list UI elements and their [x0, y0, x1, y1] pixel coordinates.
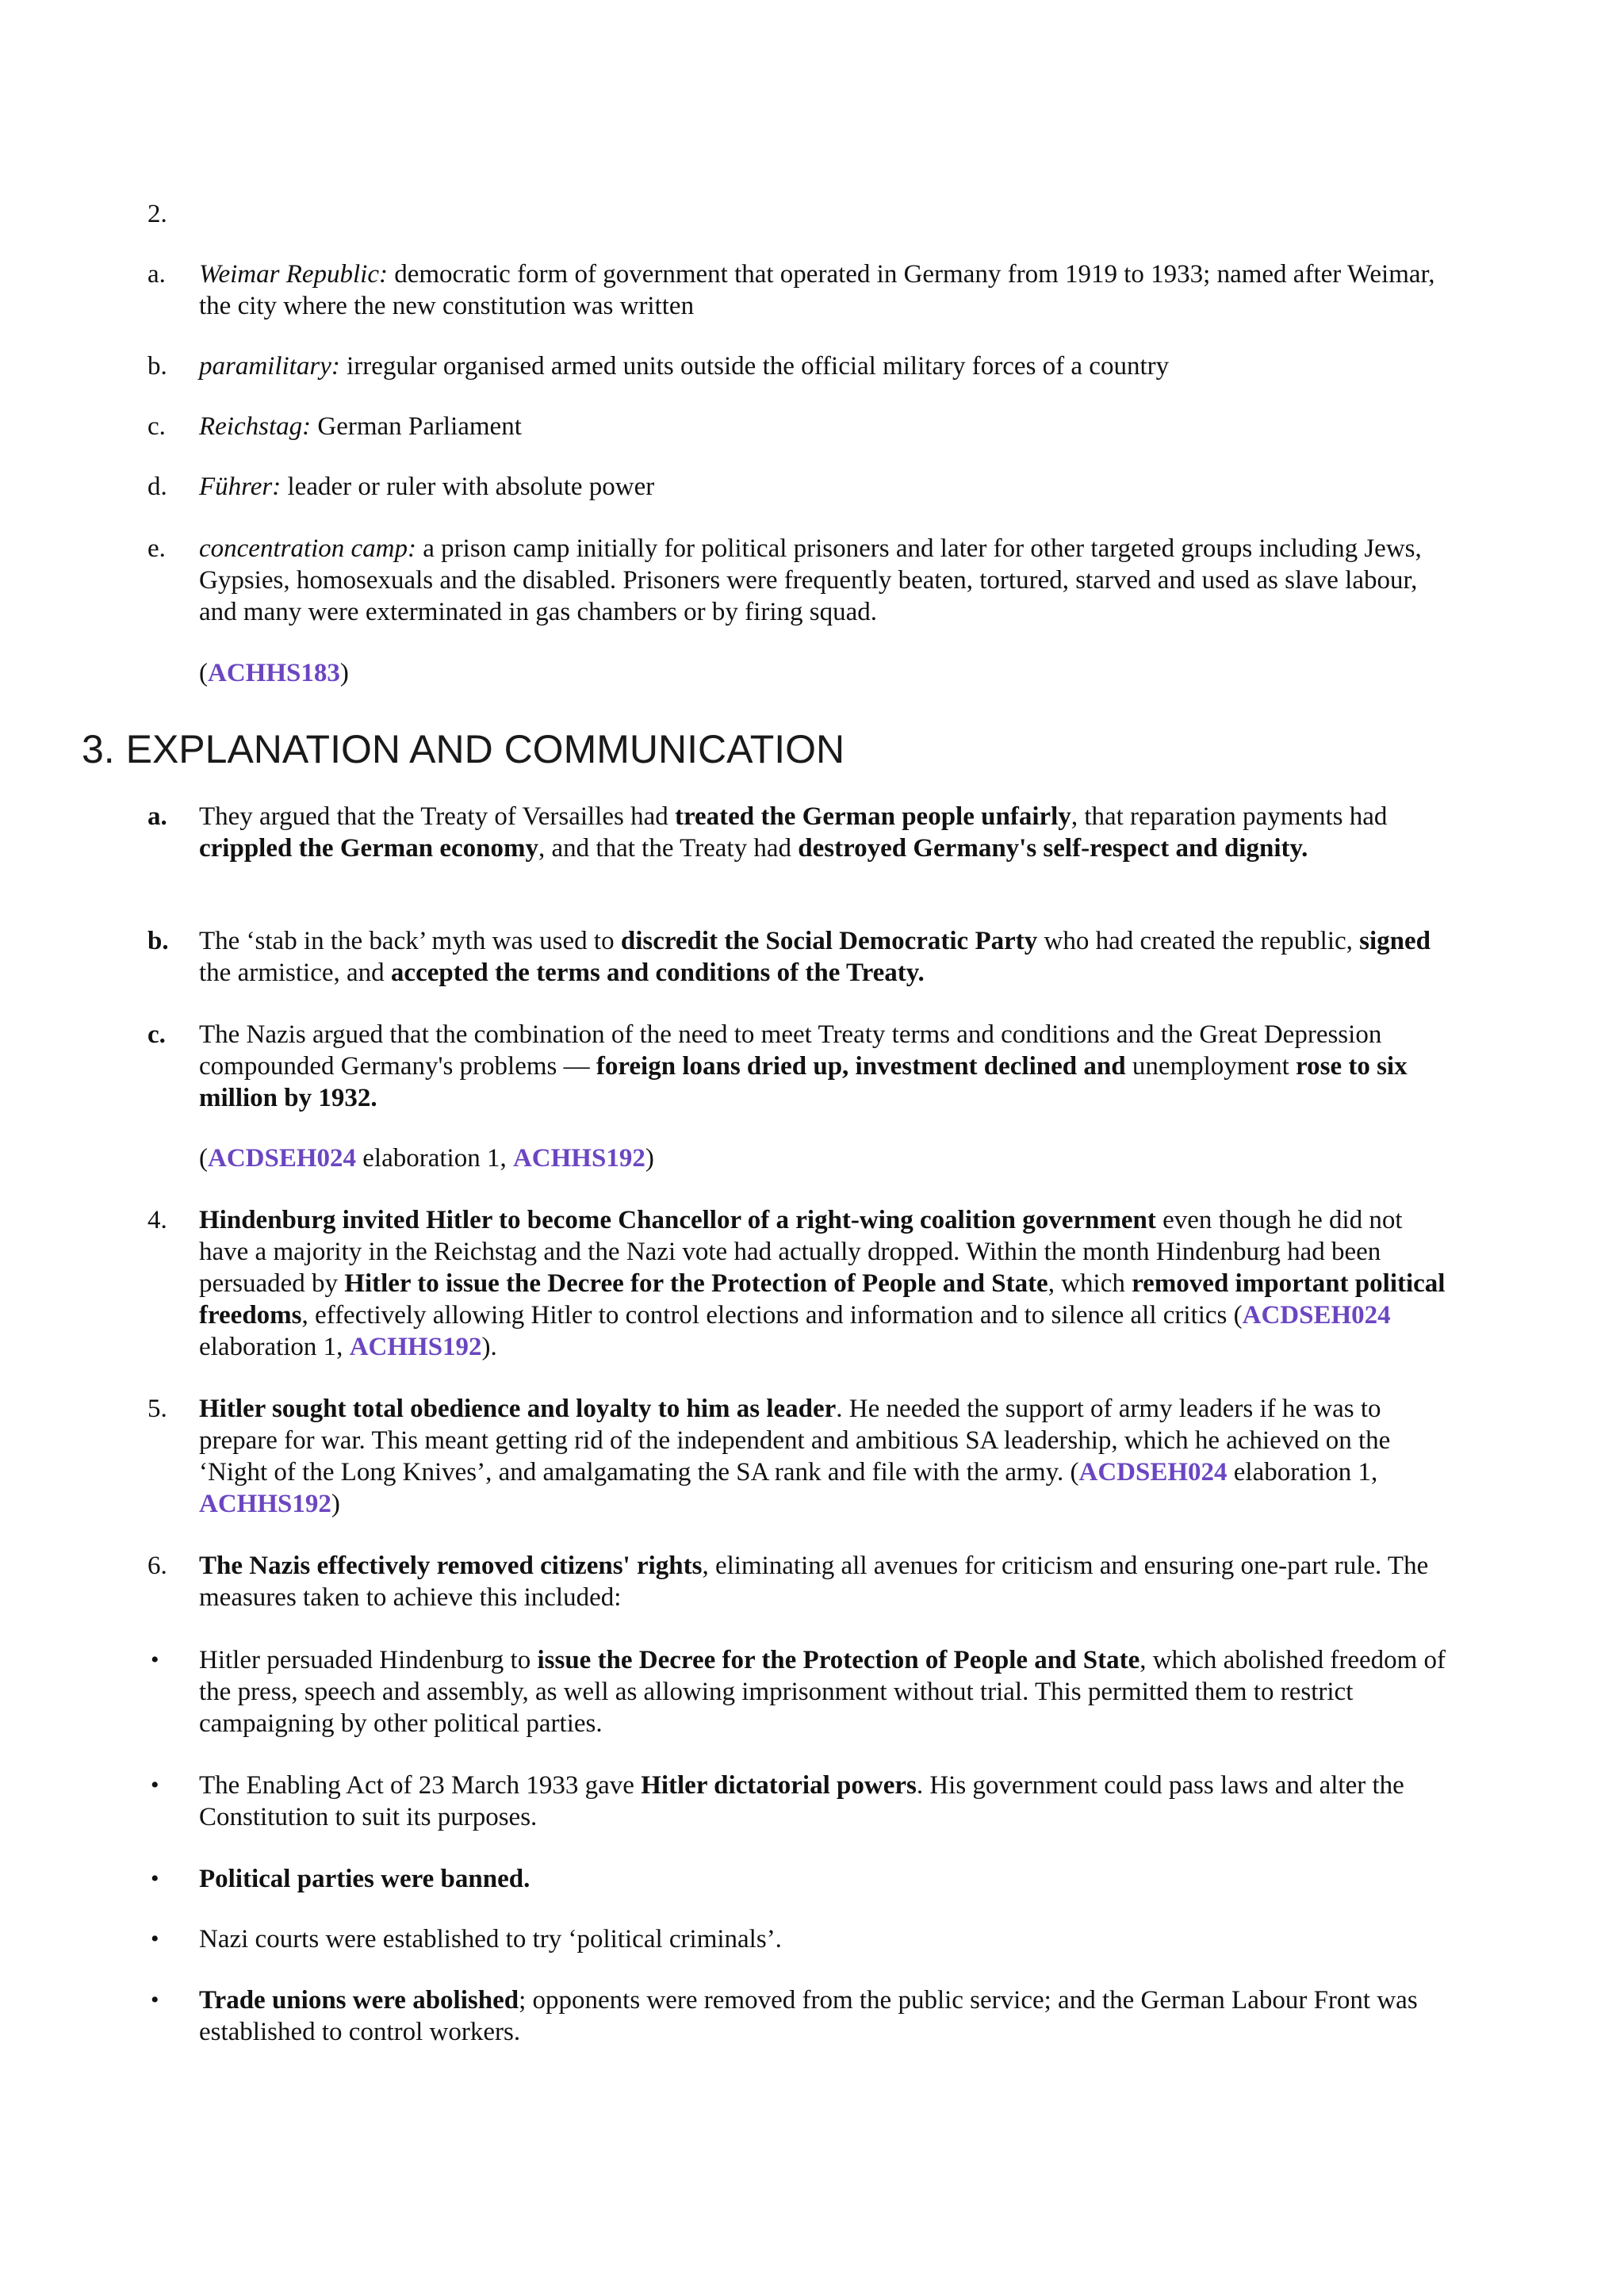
list-item: • Political parties were banned. [151, 1865, 530, 1893]
glossary-definition: German Parliament [311, 412, 522, 441]
answer-4: 4. Hindenburg invited Hitler to become Chancellor of a right-wing coalition government even though he did not have a majority in the Reichstag and the Nazi vote had actually dropped. Within the month Hindenburg had been persuaded by Hitler to issue the Decree for the Protection of People and State, which removed important political freedoms, effectively allowing Hitler to control elections and information and to silence all critics (ACDSEH024 elaboration 1, ACHHS192). [147, 1206, 1446, 1361]
list-item: • Hitler persuaded Hindenburg to issue the Decree for the Protection of People and State, which abolished freedom of the press, speech and assembly, as well as allowing imprisonment without trial. This permitted them to restrict campaigning by other political parties. [151, 1646, 1446, 1738]
curriculum-code-link[interactable]: ACDSEH024 [1078, 1458, 1228, 1487]
glossary-definition: democratic form of government that operated in Germany from 1919 to 1933; named after Weimar, the city where the new constitution was written [199, 260, 1435, 320]
glossary-item-c: c. Reichstag: German Parliament [147, 412, 522, 441]
glossary-item-d: d. Führer: leader or ruler with absolute power [147, 473, 655, 501]
glossary-term: Weimar Republic: [199, 260, 388, 289]
answer-5: 5. Hitler sought total obedience and loyalty to him as leader. He needed the support of army leaders if he was to prepare for war. This meant getting rid of the independent and ambitious SA leadership, which he achieved on the ‘Night of the Long Knives’, and amalgamating the SA rank and file with the army. (ACDSEH024 elaboration 1, ACHHS192) [147, 1395, 1391, 1518]
glossary-item-b: b. paramilitary: irregular organised armed units outside the official military forces of a country [147, 352, 1170, 381]
curriculum-reference: (ACDSEH024 elaboration 1, ACHHS192) [199, 1144, 654, 1173]
curriculum-code-link[interactable]: ACHHS192 [199, 1490, 331, 1518]
curriculum-reference: (ACHHS183) [199, 659, 349, 687]
glossary-item-a: a. Weimar Republic: democratic form of government that operated in Germany from 1919 to 1933; named after Weimar, the city where the new constitution was written [147, 260, 1435, 320]
bullet-icon: • [151, 1987, 159, 2013]
bullet-icon: • [151, 1926, 159, 1952]
list-item: • Nazi courts were established to try ‘political criminals’. [151, 1925, 782, 1954]
bullet-icon: • [151, 1866, 159, 1892]
curriculum-code-link[interactable]: ACHHS192 [512, 1144, 645, 1173]
list-item: • Trade unions were abolished; opponents were removed from the public service; and the German Labour Front was established to control workers. [151, 1986, 1418, 2046]
section-heading: 3. EXPLANATION AND COMMUNICATION [82, 727, 845, 771]
glossary-definition: leader or ruler with absolute power [281, 473, 655, 501]
glossary-definition: irregular organised armed units outside the official military forces of a country [339, 352, 1170, 381]
answer-3b: b. The ‘stab in the back’ myth was used to discredit the Social Democratic Party who had created the republic, signed the armistice, and accepted the terms and conditions of the Treaty. [147, 927, 1431, 987]
answer-3c: c. The Nazis argued that the combination of the need to meet Treaty terms and conditions and the Great Depression compounded Germany's problems — foreign loans dried up, investment declined and unemployment rose to six million by 1932. [147, 1020, 1408, 1112]
bullet-icon: • [151, 1647, 159, 1673]
list-item: • The Enabling Act of 23 March 1933 gave Hitler dictatorial powers. His government could pass laws and alter the Constitution to suit its purposes. [151, 1771, 1404, 1831]
glossary-term: Führer: [199, 473, 282, 501]
glossary-term: Reichstag: [199, 412, 312, 441]
glossary-item-e: e. concentration camp: a prison camp initially for political prisoners and later for other targeted groups including Jews, Gypsies, homosexuals and the disabled. Prisoners were frequently beaten, tortured, starved and used as slave labour, and many were exterminated in gas chambers or by firing squad. [147, 534, 1422, 626]
curriculum-code-link[interactable]: ACHHS183 [208, 659, 340, 687]
curriculum-code-link[interactable]: ACDSEH024 [1242, 1301, 1391, 1330]
glossary-definition: a prison camp initially for political prisoners and later for other targeted groups including Jews, Gypsies, homosexuals and the disabled. Prisoners were frequently beaten, tortured, starved and used as slave labour, and many were exterminated in gas chambers or by firing squad. [199, 534, 1422, 626]
answer-3a: a. They argued that the Treaty of Versailles had treated the German people unfairly, that reparation payments had crippled the German economy, and that the Treaty had destroyed Germany's self-respect and dignity. [147, 802, 1388, 863]
curriculum-code-link[interactable]: ACDSEH024 [208, 1144, 357, 1173]
glossary-term: concentration camp: [199, 534, 417, 563]
bullet-icon: • [151, 1772, 159, 1798]
document-page: 2. a. Weimar Republic: democratic form of government that operated in Germany from 1919 to 1933; named after Weimar, the city where the new constitution was written b. paramilitary: irregular organised armed units outside the official military forces of a country c. Reichstag: German Parliament d. Führer: leader or ruler with absolute power e. concentration camp: a prison camp initially for political prisoners and later for other targeted groups including Jews, Gypsies, homosexuals and the disabled. Prisoners were frequently beaten, tortured, starved and used as slave labour, and many were exterminated in gas chambers or by firing squad. (ACHHS183) 3. EXPLANATION AND COMMUNICATION a. They argued that the Treaty of Versailles had treated the German people unfairly, that reparation payments had crippled the German economy, and that the Treaty had destroyed Germany's self-respect and dignity. b. The ‘stab in the back’ myth was used to discredit the Social Democratic Party who had created the republic, signed the armistice, and accepted the terms and conditions of the Treaty. c. The Nazis argued that the combination of the need to meet Treaty terms and conditions and the Great Depression compounded Germany's problems — foreign loans dried up, investment declined and unemployment rose to six million by 1932. (ACDSEH024 elaboration 1, ACHHS192) 4. Hindenburg invited Hitler to become Chancellor of a right-wing coalition government even though he did not have a majority in the Reichstag and the Nazi vote had actually dropped. Within the month Hindenburg had been persuaded by Hitler to issue the Decree for the Protection of People and State, which removed important political freedoms, effectively allowing Hitler to control elections and information and to silence all critics (ACDSEH024 elaboration 1, ACHHS192). 5. Hitler sought total obedience and loyalty to him as leader. He needed the support of army leaders if he was to prepare for war. This meant getting rid of the independent and ambitious SA leadership, which he achieved on the ‘Night of the Long Knives’, and amalgamating the SA rank and file with the army. (ACDSEH024 elaboration 1, ACHHS192) 6. The Nazis effectively removed citizens' rights, eliminating all avenues for criticism and ensuring one-part rule. The measures taken to achieve this included: • Hitler persuaded Hindenburg to issue the Decree for the Protection of People and State, which abolished freedom of the press, speech and assembly, as well as allowing imprisonment without trial. This permitted them to restrict campaigning by other political parties. • The Enabling Act of 23 March 1933 gave Hitler dictatorial powers. His government could pass laws and alter the Constitution to suit its purposes. • Political parties were banned. • Nazi courts were established to try ‘political criminals’. • Trade unions were abolished; opponents were removed from the public service; and the German Labour Front was established to control workers. [0, 0, 1624, 2296]
curriculum-code-link[interactable]: ACHHS192 [349, 1333, 482, 1361]
answer-6: 6. The Nazis effectively removed citizens' rights, eliminating all avenues for criticism and ensuring one-part rule. The measures taken to achieve this included: [147, 1552, 1429, 1612]
glossary-term: paramilitary: [199, 352, 340, 381]
